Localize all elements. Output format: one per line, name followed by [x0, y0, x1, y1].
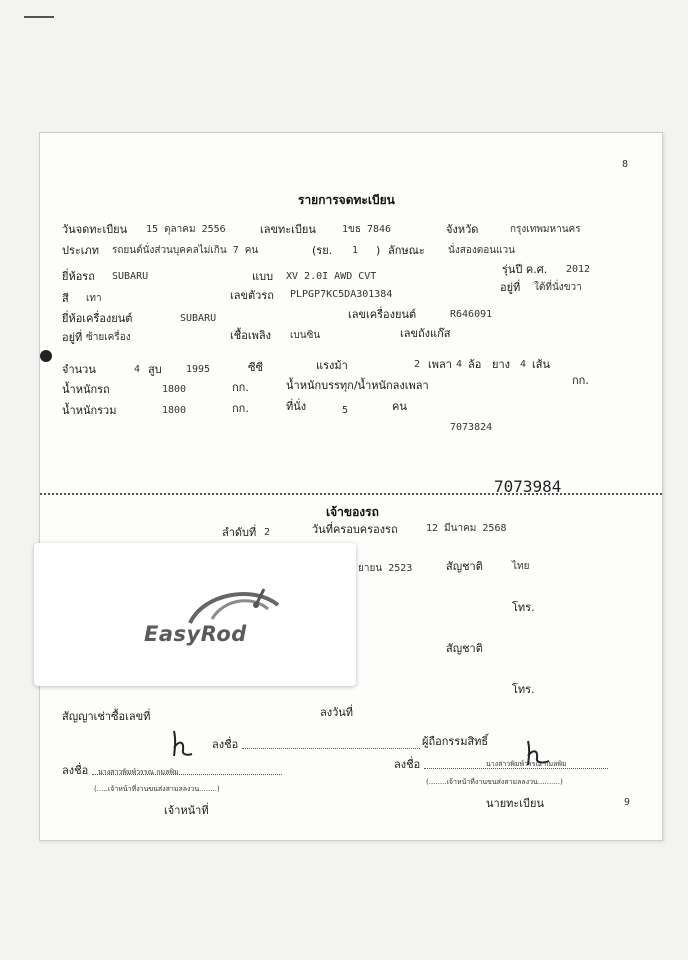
gross-weight-label: น้ำหนักรวม [62, 404, 117, 417]
fuel-value: เบนซิน [290, 330, 321, 341]
fuel-label: เชื้อเพลิง [230, 329, 271, 342]
owned-date-label: วันที่ครอบครองรถ [312, 523, 398, 536]
date-value: 15 ตุลาคม 2556 [146, 224, 226, 235]
nationality-label-2: สัญชาติ [446, 642, 483, 655]
page-number-top: 8 [622, 159, 629, 170]
engine-location-value: ซ้ายเครื่อง [86, 332, 131, 343]
gross-weight-value: 1800 [162, 405, 187, 416]
seats-label: ที่นั่ง [286, 400, 307, 413]
year-value: 2012 [566, 264, 591, 275]
engine-location-label: อยู่ที่ [62, 331, 83, 344]
engine-brand-label: ยี่ห้อเครื่องยนต์ [62, 312, 133, 325]
perforation-line [40, 493, 662, 495]
color-label: สี [62, 292, 69, 305]
type-value: รถยนต์นั่งส่วนบุคคลไม่เกิน 7 คน [112, 245, 259, 256]
officer-label: เจ้าหน้าที่ [164, 804, 209, 817]
date-label: วันจดทะเบียน [62, 223, 128, 236]
gas-tank-label: เลขถังแก๊ส [400, 327, 451, 340]
chassis-label: เลขตัวรถ [230, 289, 274, 302]
weight-label: น้ำหนักรถ [62, 383, 110, 396]
edge-mark [24, 16, 54, 18]
punch-hole [40, 350, 52, 362]
engine-number-label: เลขเครื่องยนต์ [348, 308, 417, 321]
code-label: (รย. [312, 244, 333, 257]
gross-weight-unit: กก. [232, 402, 249, 415]
cc-value: 1995 [186, 364, 211, 375]
cc-label: ซีซี [248, 361, 263, 374]
wheels-value: 4 [456, 359, 463, 370]
tires-label: ยาง [492, 358, 510, 371]
color-value: เทา [86, 293, 102, 304]
sign-right-name: นางสาวพิมพ์วรรณ กมลพิม [486, 760, 567, 768]
order-label: ลำดับที่ [222, 526, 257, 539]
chassis-location-value: ใต้ที่นั่งขวา [534, 282, 582, 293]
style-value: นั่งสองตอนแวน [448, 245, 515, 256]
tires-unit: เส้น [532, 358, 550, 371]
year-label: รุ่นปี ค.ศ. [502, 263, 548, 276]
easyrod-sticker [34, 543, 356, 686]
page-title: รายการจดทะเบียน [298, 193, 395, 207]
axle-label: เพลา [428, 358, 452, 371]
engine-number-value: R646091 [450, 309, 493, 320]
sign-right-line [424, 768, 608, 769]
order-value: 2 [264, 527, 271, 538]
chassis-value: PLPGP7KC5DA301384 [290, 289, 393, 300]
registrar-label: นายทะเบียน [486, 797, 545, 810]
phone-label-2: โทร. [512, 683, 535, 696]
sign-left-name: นางสาวพิมพ์วรรณ กมลพิม [98, 768, 179, 776]
tires-value: 4 [520, 359, 527, 370]
sign-line [242, 748, 420, 749]
model-label: แบบ [252, 270, 274, 283]
brand-label: ยี่ห้อรถ [62, 270, 95, 283]
plate-value: 1ขธ 7846 [342, 224, 392, 235]
speedometer-icon [184, 583, 284, 627]
load-unit: กก. [572, 374, 589, 387]
owned-date-value: 12 มีนาคม 2568 [426, 523, 507, 534]
load-label: น้ำหนักบรรทุก/น้ำหนักลงเพลา [286, 379, 429, 392]
count-value: 4 [134, 364, 141, 375]
sign-label: ลงชื่อ [212, 738, 239, 751]
lease-number-label: สัญญาเช่าซื้อเลขที่ [62, 710, 151, 723]
wheels-label: ล้อ [468, 358, 482, 371]
lease-date-label: ลงวันที่ [320, 706, 354, 719]
type-label: ประเภท [62, 244, 100, 257]
province-label: จังหวัด [446, 223, 479, 236]
signature-left-mark [170, 728, 196, 760]
serial-number: 7073824 [450, 422, 493, 433]
engine-brand-value: SUBARU [180, 313, 217, 324]
sign-right-label: ลงชื่อ [394, 758, 421, 771]
chassis-location-label: อยู่ที่ [500, 281, 521, 294]
style-label: ลักษณะ [388, 244, 425, 257]
cylinder-label: สูบ [148, 363, 162, 376]
page-number-bottom: 9 [624, 797, 631, 808]
registration-page [39, 132, 663, 841]
model-value: XV 2.0I AWD CVT [286, 271, 377, 282]
seats-unit: คน [392, 400, 407, 413]
sign-left-title: (.....เจ้าหน้าที่งานขนส่งสามลลงวน........) [94, 785, 220, 793]
plate-label: เลขทะเบียน [260, 223, 316, 236]
birth-date-partial: ยายน 2523 [358, 563, 413, 574]
code-value: 1 [352, 245, 359, 256]
ownership-holder-label: ผู้ถือกรรมสิทธิ์ [422, 735, 489, 748]
count-label: จำนวน [62, 363, 96, 376]
nationality-label: สัญชาติ [446, 560, 483, 573]
province-value: กรุงเทพมหานคร [510, 224, 581, 235]
horsepower-label: แรงม้า [316, 359, 348, 372]
weight-unit: กก. [232, 381, 249, 394]
weight-value: 1800 [162, 384, 187, 395]
brand-value: SUBARU [112, 271, 149, 282]
owner-heading: เจ้าของรถ [326, 505, 379, 519]
sign-right-title: (........เจ้าหน้าที่งานขนส่งสามลลงวน..........) [426, 778, 563, 786]
code-close: ) [376, 244, 381, 257]
nationality-value: ไทย [512, 561, 530, 572]
sign-left-label: ลงชื่อ [62, 764, 89, 777]
serial-number-cut: 7073984 [494, 477, 562, 496]
phone-label: โทร. [512, 601, 535, 614]
easyrod-logo-text: EasyRod [144, 622, 247, 646]
axle-value: 2 [414, 359, 421, 370]
seats-value: 5 [342, 405, 349, 416]
